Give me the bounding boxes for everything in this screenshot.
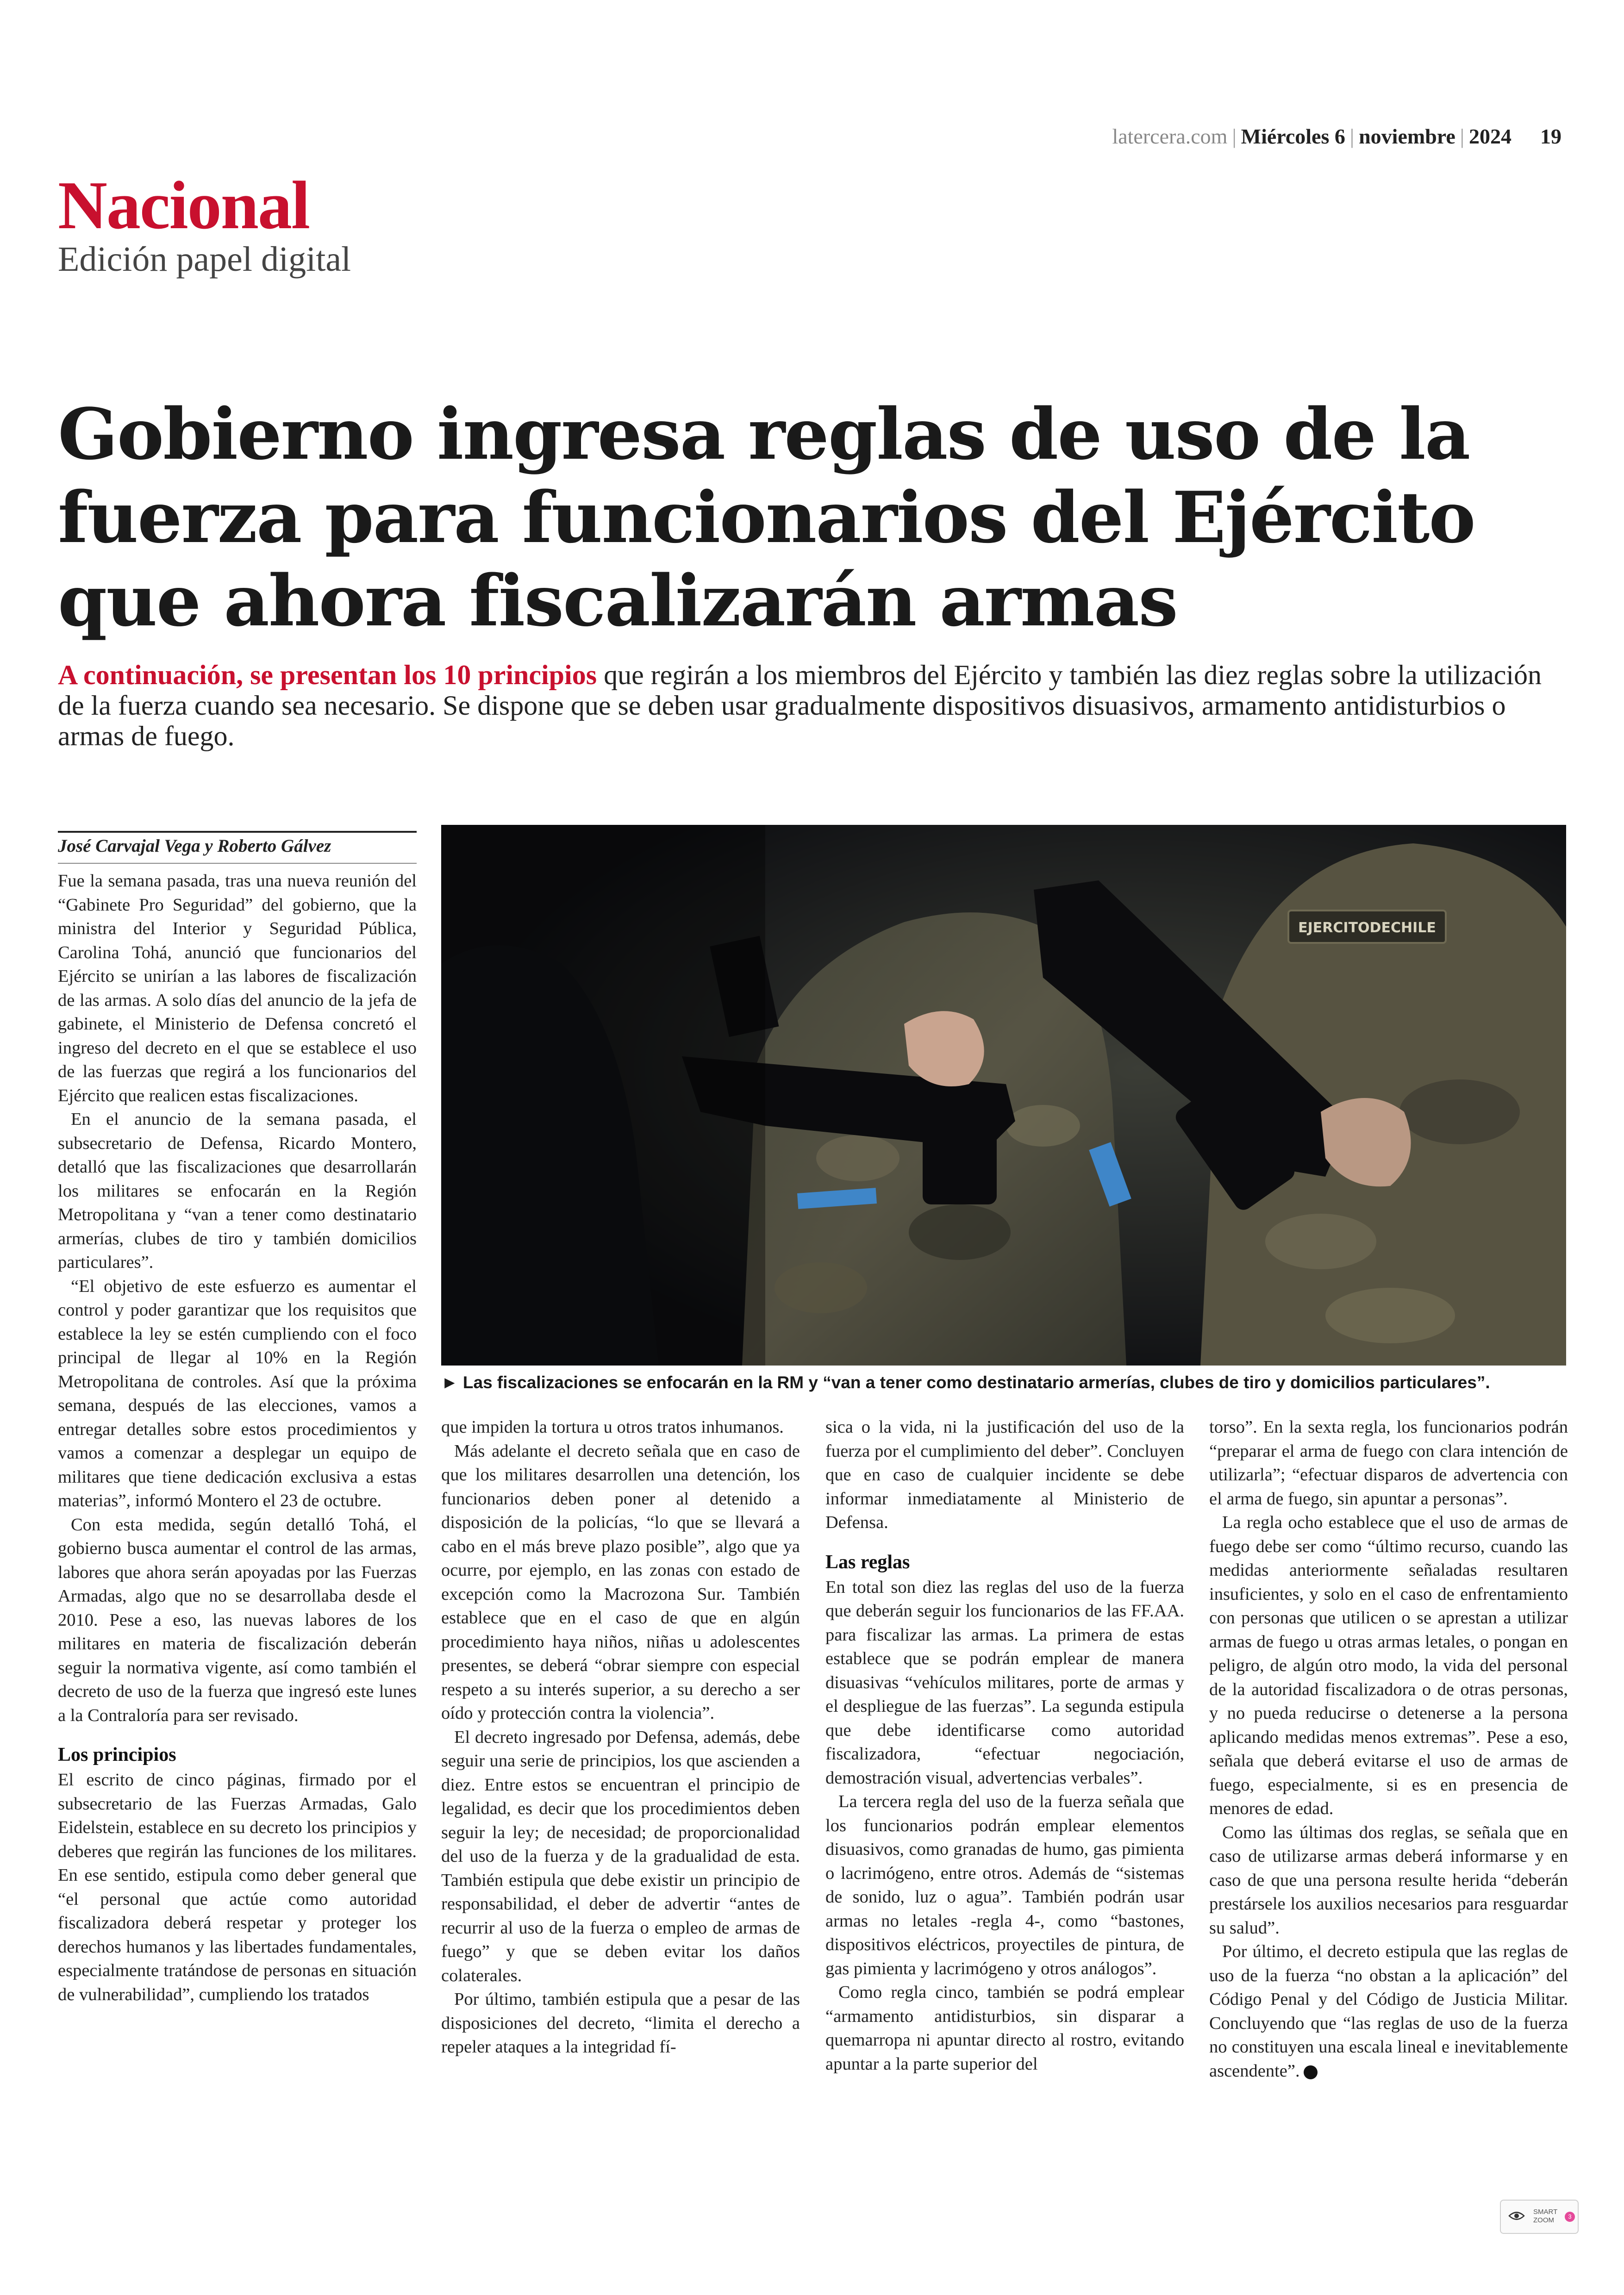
subheading-reglas: Las reglas — [825, 1551, 910, 1573]
zoom-badge: 3 — [1565, 2212, 1575, 2222]
paragraph: sica o la vida, ni la justificación del uso de la fuerza por el cumplimiento del deber”. Concluyen que en caso de cualquier incidente se debe informar inmediatamente al Ministerio de Defensa. — [825, 1417, 1184, 1532]
subheading-principios: Los principios — [58, 1744, 176, 1765]
body-column-1 — [58, 869, 417, 2007]
paragraph: Con esta medida, según detalló Tohá, el gobierno busca aumentar el control de las armas, labores que ahora serán apoyadas por las Fuerzas Armadas, algo que no se desarrollaba desde el 2010. Pese a eso, las nuevas labores de los militares en materia de fiscalización deberán seguir la normativa vigente, así como también el decreto de uso de la fuerza que ingresó este lunes a la Contraloría para ser revisado. — [58, 1515, 417, 1725]
section-title: Nacional — [58, 168, 310, 243]
smart-zoom-line2: ZOOM — [1533, 2216, 1554, 2224]
page-folio: latercera.com | Miércoles 6 | noviembre | 2024 19 — [1112, 125, 1562, 148]
byline: José Carvajal Vega y Roberto Gálvez — [58, 831, 417, 864]
paragraph: Como regla cinco, también se podrá emplear “armamento antidisturbios, sin disparar a quemarropa ni apuntar directo al rostro, evitando apuntar a la parte superior del — [825, 1983, 1184, 2074]
issue-day: Miércoles 6 — [1241, 125, 1345, 148]
deck-text: que regirán a los miembros del Ejército y también las diez reglas sobre la utilización de la fuerza cuando sea necesario. Se dispone que se deben usar gradualmente dispositivos disuasivos, armamento antidisturbios o armas de fuego. — [58, 660, 1542, 751]
paragraph: Más adelante el decreto señala que en caso de que los militares desarrollen una detención, los funcionarios deben poner al detenido a disposición de la policías, “lo que se llevará a cabo en el más breve plazo posible”, algo que ya ocurre, por ejemplo, en las zonas con estado de excepción como la Macrozona Sur. También establece que en el caso de que en algún procedimiento haya niños, niñas u adolescentes presentes, se deberá “obrar siempre con especial respeto a su interés superior, a su derecho a ser oído y protección contra la violencia”. — [441, 1441, 800, 1723]
body-column-4 — [1209, 1416, 1568, 2083]
paragraph: torso”. En la sexta regla, los funcionarios podrán “preparar el arma de fuego con clara intención de utilizarla”; “efectuar disparos de advertencia con el arma de fuego, sin apuntar a personas”. — [1209, 1417, 1568, 1509]
eye-icon — [1508, 2211, 1525, 2221]
paragraph: El escrito de cinco páginas, firmado por el subsecretario de las Fuerzas Armadas, Galo Eidelstein, establece en su decreto los principios y deberes que regirán las funciones de los militares. En ese sentido, estipula como deber general que “el personal que actúe como autoridad fiscalizadora deberá respetar y proteger los derechos humanos y las libertades fundamentales, especialmente tratándose de personas en situación de vulnerabilidad”, cumpliendo los tratados — [58, 1770, 417, 2004]
article-photo — [441, 825, 1566, 1366]
paragraph: Por último, también estipula que a pesar de las disposiciones del decreto, “limita el derecho a repeler ataques a la integridad fí- — [441, 1989, 800, 2057]
paragraph: “El objetivo de este esfuerzo es aumentar el control y poder garantizar que los requisitos que establece la ley se estén cumpliendo con el foco principal de llegar al 10% en la Región Metropolitana de controles. Así que la próxima semana, después de las elecciones, vamos a entregar detalles sobre estos procedimientos y vamos a comenzar a desplegar un equipo de militares que tiene dedicación exclusiva a estas materias”, informó Montero el 23 de octubre. — [58, 1276, 417, 1510]
soldiers-photo-illustration — [441, 825, 1566, 1366]
end-mark-icon — [1304, 2065, 1318, 2079]
paragraph: que impiden la tortura u otros tratos inhumanos. — [441, 1417, 784, 1437]
body-column-3 — [825, 1416, 1184, 2076]
smart-zoom-line1: SMART — [1533, 2208, 1558, 2216]
paragraph: La regla ocho establece que el uso de armas de fuego debe ser como “último recurso, cuando las medidas anteriormente señaladas resultaren insuficientes, y solo en el caso de enfrentamiento con personas que utilicen o se aprestan a utilizar armas de fuego u otras armas letales, o pongan en peligro, de algún otro modo, la vida del personal de la autoridad fiscalizadora o de otras personas, y no pueda reducirse o detenerse a la persona aplicando medidas menos extremas”. Pese a eso, señala que deberá evitarse el uso de armas de fuego, especialmente, si es en presencia de menores de edad. — [1209, 1513, 1568, 1818]
name-patch-text: EJERCITODECHILE — [1298, 920, 1436, 936]
article-headline: Gobierno ingresa reglas de uso de la fuerza para funcionarios del Ejército que ahora fiscalizarán armas — [58, 393, 1475, 642]
paragraph: En total son diez las reglas del uso de la fuerza que deberán seguir los funcionarios de las FF.AA. para fiscalizar las armas. La primera de estas establece que se podrán emplear de manera disuasivas “vehículos militares, porte de armas y el despliegue de las fuerzas”. La segunda estipula que debe identificarse como autoridad fiscalizadora, “efectuar negociación, demostración visual, advertencias verbales”. — [825, 1577, 1184, 1788]
edition-label: Edición papel digital — [58, 240, 351, 279]
page-number: 19 — [1540, 125, 1562, 148]
deck-lead: A continuación, se presentan los 10 principios — [58, 660, 597, 690]
paragraph-final — [1209, 1940, 1568, 2083]
paragraph: El decreto ingresado por Defensa, además, debe seguir una serie de principios, los que ascienden a diez. Entre estos se encuentran el principio de legalidad, es decir que los procedimientos deben seguir la ley; de necesidad; de proporcionalidad del uso de la fuerza y de la gradualidad de esta. También estipula que debe existir un principio de responsabilidad, el deber de advertir “antes de recurrir al uso de la fuerza o empleo de armas de fuego” y que se deben evitar los daños colaterales. — [441, 1727, 800, 1985]
photo-caption: ► Las fiscalizaciones se enfocarán en la RM y “van a tener como destinatario armerías, clubes de tiro y domicilios particulares”. — [441, 1373, 1490, 1392]
paragraph: Fue la semana pasada, tras una nueva reunión del “Gabinete Pro Seguridad” del gobierno, que la ministra del Interior y Seguridad Pública, Carolina Tohá, anunció que funcionarios del Ejército se unirían a las labores de fiscalización de las armas. A solo días del anuncio de la jefa de gabinete, el Ministerio de Defensa concretó el ingreso del decreto en el que se establece el uso de las fuerzas que regirá a los funcionarios del Ejército que realicen estas fiscalizaciones. — [58, 871, 417, 1105]
paragraph: La tercera regla del uso de la fuerza señala que los funcionarios podrán emplear elementos disuasivos, como granadas de humo, gas pimienta o lacrimógeno, entre otros. Además de “sistemas de sonido, luz o agua”. También podrán usar armas no letales -regla 4-, como “bastones, dispositivos eléctricos, proyectiles de pintura, de gas pimienta y lacrimógeno y otros análogos”. — [825, 1792, 1184, 1978]
paragraph: En el anuncio de la semana pasada, el subsecretario de Defensa, Ricardo Montero, detalló que las fiscalizaciones que desarrollarán los militares se enfocarán en la Región Metropolitana y “van a tener como destinatario armerías, clubes de tiro y también domicilios particulares”. — [58, 1110, 417, 1272]
smart-zoom-button[interactable] — [1500, 2200, 1579, 2234]
site-name[interactable]: latercera.com — [1112, 125, 1228, 148]
issue-month: noviembre — [1359, 125, 1455, 148]
smart-zoom-label — [1533, 2208, 1557, 2225]
body-column-2 — [441, 1416, 800, 2059]
article-deck — [58, 660, 1567, 751]
final-text: Por último, el decreto estipula que las reglas de uso de la fuerza “no obstan a la aplicación” del Código Penal y del Código de Justicia Militar. Concluyendo que “las reglas de uso de la fuerza no constituyen una escala lineal e inevitablemente ascendente”. — [1209, 1942, 1568, 2081]
issue-year: 2024 — [1469, 125, 1512, 148]
paragraph: Como las últimas dos reglas, se señala que en caso de utilizarse armas deberá informarse y en caso de que una persona resulte herida “deberán prestársele los auxilios necesarios para resguardar su salud”. — [1209, 1822, 1568, 1938]
